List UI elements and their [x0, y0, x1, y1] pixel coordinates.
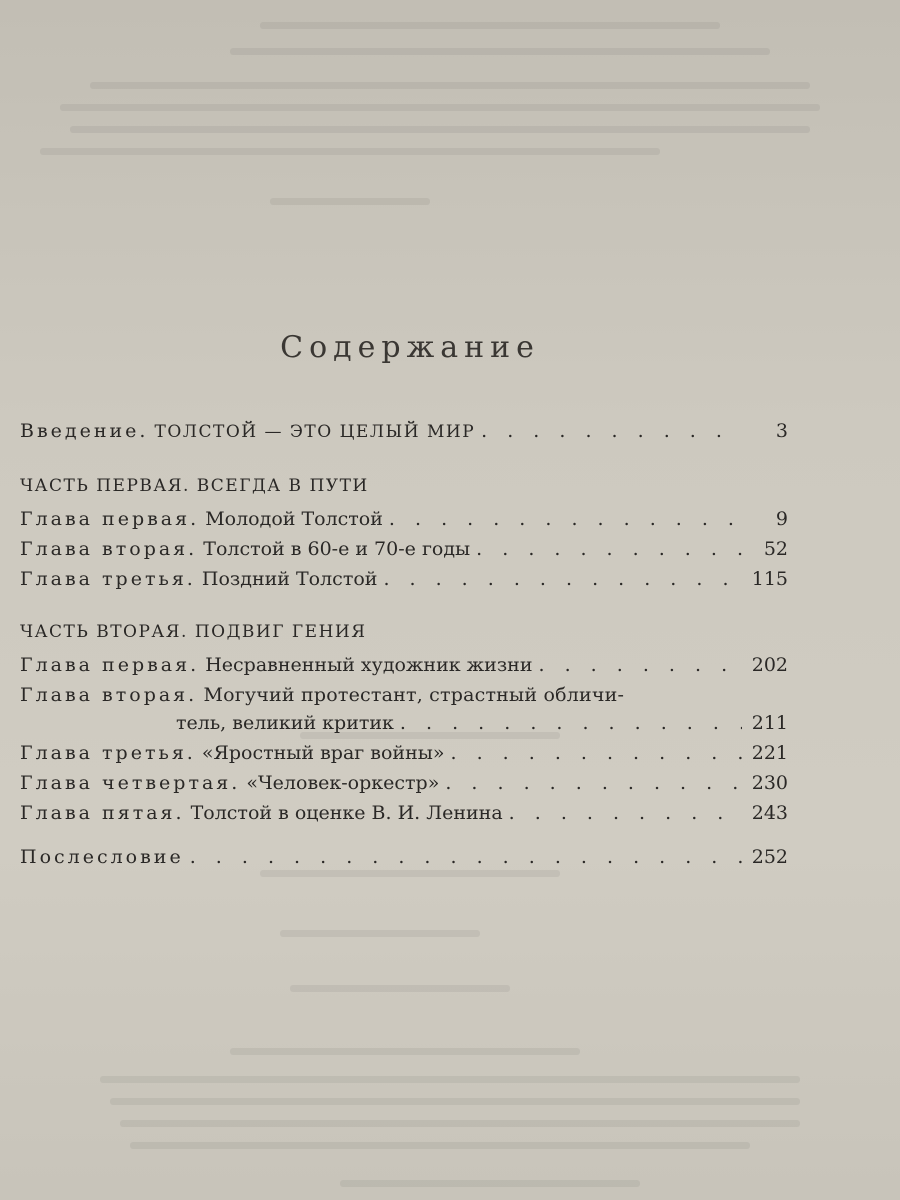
toc-entry-introduction	[20, 420, 788, 450]
part-heading: ЧАСТЬ ПЕРВАЯ. ВСЕГДА В ПУТИ	[20, 476, 369, 496]
toc-entry	[20, 568, 788, 598]
leader-dots	[481, 420, 742, 442]
toc-page-number: 243	[751, 802, 788, 824]
toc-entry-label: Глава вторая.	[20, 538, 198, 560]
toc-entry-title: Молодой Толстой	[205, 508, 383, 530]
leader-dots	[389, 508, 742, 530]
toc-entry-title: Толстой в 60-е и 70-е годы	[203, 538, 471, 560]
leader-dots	[383, 568, 742, 590]
toc-entry-label: Послесловие	[20, 846, 184, 868]
toc-entry-label: Глава третья.	[20, 742, 196, 764]
part-heading: ЧАСТЬ ВТОРАЯ. ПОДВИГ ГЕНИЯ	[20, 622, 367, 642]
toc-entry	[20, 772, 788, 802]
toc-page-number: 9	[775, 508, 788, 530]
leader-dots	[400, 712, 742, 734]
toc-page-number: 252	[751, 846, 788, 868]
toc-entry-title-continued: тель, великий критик	[176, 712, 394, 734]
leader-dots	[539, 654, 742, 676]
toc-entry-label: Глава третья.	[20, 568, 196, 590]
toc-entry-label: Глава первая.	[20, 508, 200, 530]
leader-dots	[445, 772, 742, 794]
toc-entry-title: Могучий протестант, страстный обличи-	[203, 684, 625, 706]
toc-entry-title: ТОЛСТОЙ — ЭТО ЦЕЛЫЙ МИР	[154, 422, 476, 442]
toc-entry-afterword	[20, 846, 788, 876]
toc-entry	[20, 802, 788, 832]
toc-entry-label: Глава первая.	[20, 654, 200, 676]
toc-page-number: 52	[763, 538, 788, 560]
leader-dots	[509, 802, 742, 824]
toc-entry-label: Глава вторая.	[20, 684, 198, 706]
toc-entry	[20, 508, 788, 538]
toc-entry-title: «Человек-оркестр»	[246, 772, 440, 794]
toc-entry-continuation	[176, 712, 788, 742]
toc-entry-title: Поздний Толстой	[201, 568, 378, 590]
toc-page-number: 211	[751, 712, 788, 734]
leader-dots	[190, 846, 742, 868]
toc-entry-label: Глава четвертая.	[20, 772, 241, 794]
toc-page-number: 115	[751, 568, 788, 590]
toc-entry-title: Несравненный художник жизни	[205, 654, 533, 676]
toc-entry-label: Введение.	[20, 420, 149, 442]
toc-entry-title: «Яростный враг войны»	[201, 742, 445, 764]
toc-page-number: 230	[751, 772, 788, 794]
leader-dots	[451, 742, 743, 764]
toc-entry	[20, 742, 788, 772]
toc-entry	[20, 538, 788, 568]
toc-entry	[20, 654, 788, 684]
page-title: Содержание	[280, 330, 540, 365]
toc-page-number: 202	[751, 654, 788, 676]
toc-page-number: 221	[751, 742, 788, 764]
toc-entry-label: Глава пятая.	[20, 802, 185, 824]
leader-dots	[476, 538, 742, 560]
toc-entry-first-line	[20, 684, 624, 706]
toc-page-number: 3	[775, 420, 788, 442]
toc-entry-title: Толстой в оценке В. И. Ленина	[190, 802, 503, 824]
